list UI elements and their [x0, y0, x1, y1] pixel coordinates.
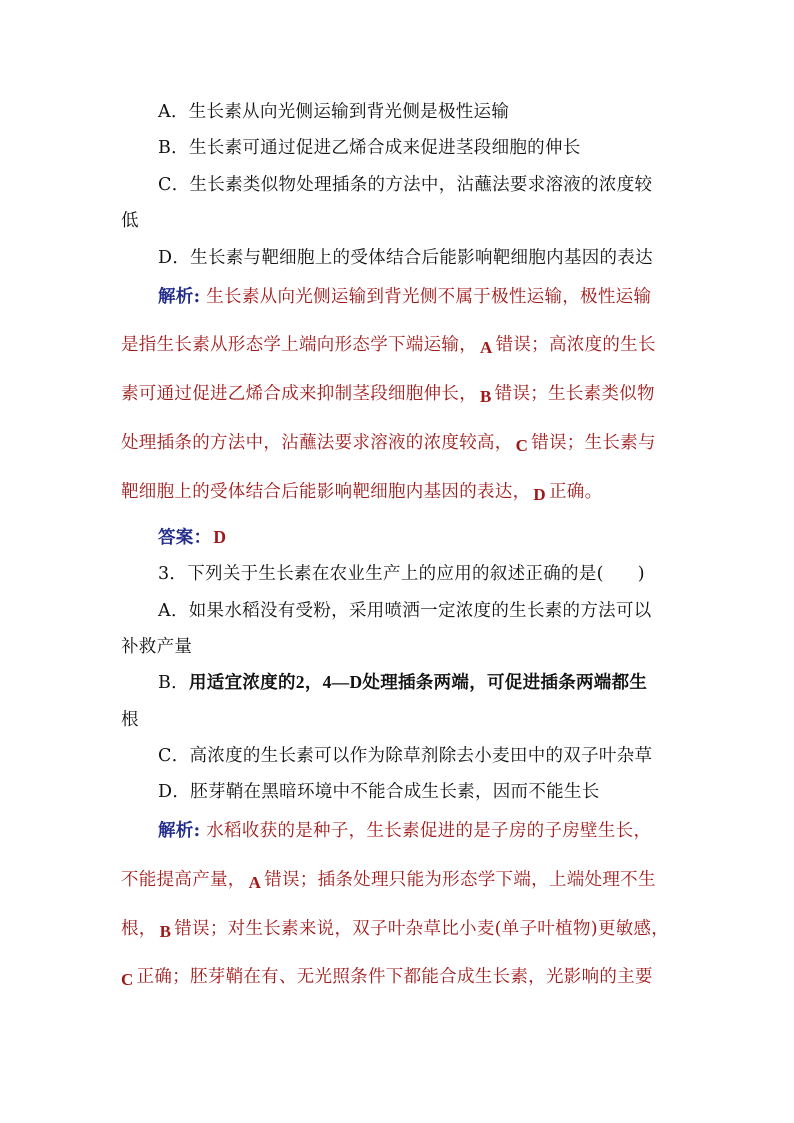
q3-analysis-line-3: 根， B 错误；对生长素来说，双子叶杂草比小麦(单子叶植物)更敏感，: [121, 919, 670, 941]
q2-option-a: A．生长素从向光侧运输到背光侧是极性运输: [158, 102, 510, 122]
q3-option-b: B．用适宜浓度的2，4—D处理插条两端，可促进插条两端都生: [158, 672, 648, 693]
q3-option-a: A．如果水稻没有受粉，采用喷洒一定浓度的生长素的方法可以: [158, 601, 652, 621]
q2-option-c-cont: 低: [121, 211, 139, 231]
q2-answer: [158, 524, 226, 549]
q3-analysis-line-4: C 正确；胚芽鞘在有、无光照条件下都能合成生长素，光影响的主要: [121, 967, 653, 989]
q3-option-b-cont: 根: [121, 710, 139, 730]
q2-option-b: B．生长素可通过促进乙烯合成来促进茎段细胞的伸长: [158, 138, 581, 158]
q3-option-d: D．胚芽鞘在黑暗环境中不能合成生长素，因而不能生长: [158, 782, 600, 802]
q2-analysis-line-2: 是指生长素从形态学上端向形态学下端运输， A 错误；高浓度的生长: [121, 335, 656, 357]
answer-label: 答案：: [158, 528, 212, 548]
analysis-label: 解析:: [158, 287, 201, 307]
analysis-label: 解析:: [158, 821, 201, 841]
q3-analysis-line-2: 不能提高产量， A 错误；插条处理只能为形态学下端，上端处理不生: [121, 870, 656, 892]
q2-analysis-line-1: 解析: 生长素从向光侧运输到背光侧不属于极性运输，极性运输: [158, 287, 652, 307]
q3-option-a-cont: 补救产量: [121, 637, 193, 657]
q2-analysis-line-3: 素可通过促进乙烯合成来抑制茎段细胞伸长， B 错误；生长素类似物: [121, 384, 655, 406]
q2-option-d: D．生长素与靶细胞上的受体结合后能影响靶细胞内基因的表达: [158, 248, 653, 268]
q2-option-c: C．生长素类似物处理插条的方法中，沾蘸法要求溶液的浓度较: [158, 175, 653, 195]
q2-analysis-line-5: 靶细胞上的受体结合后能影响靶细胞内基因的表达， D 正确。: [121, 482, 603, 504]
q2-analysis-line-4: 处理插条的方法中，沾蘸法要求溶液的浓度较高， C 错误；生长素与: [121, 433, 656, 455]
q3-analysis-line-1: 解析: 水稻收获的是种子，生长素促进的是子房的子房壁生长，: [158, 821, 652, 841]
answer-value: D: [213, 527, 227, 547]
q3-stem: 3．下列关于生长素在农业生产上的应用的叙述正确的是( ): [158, 564, 645, 584]
q3-option-c: C．高浓度的生长素可以作为除草剂除去小麦田中的双子叶杂草: [158, 746, 653, 766]
